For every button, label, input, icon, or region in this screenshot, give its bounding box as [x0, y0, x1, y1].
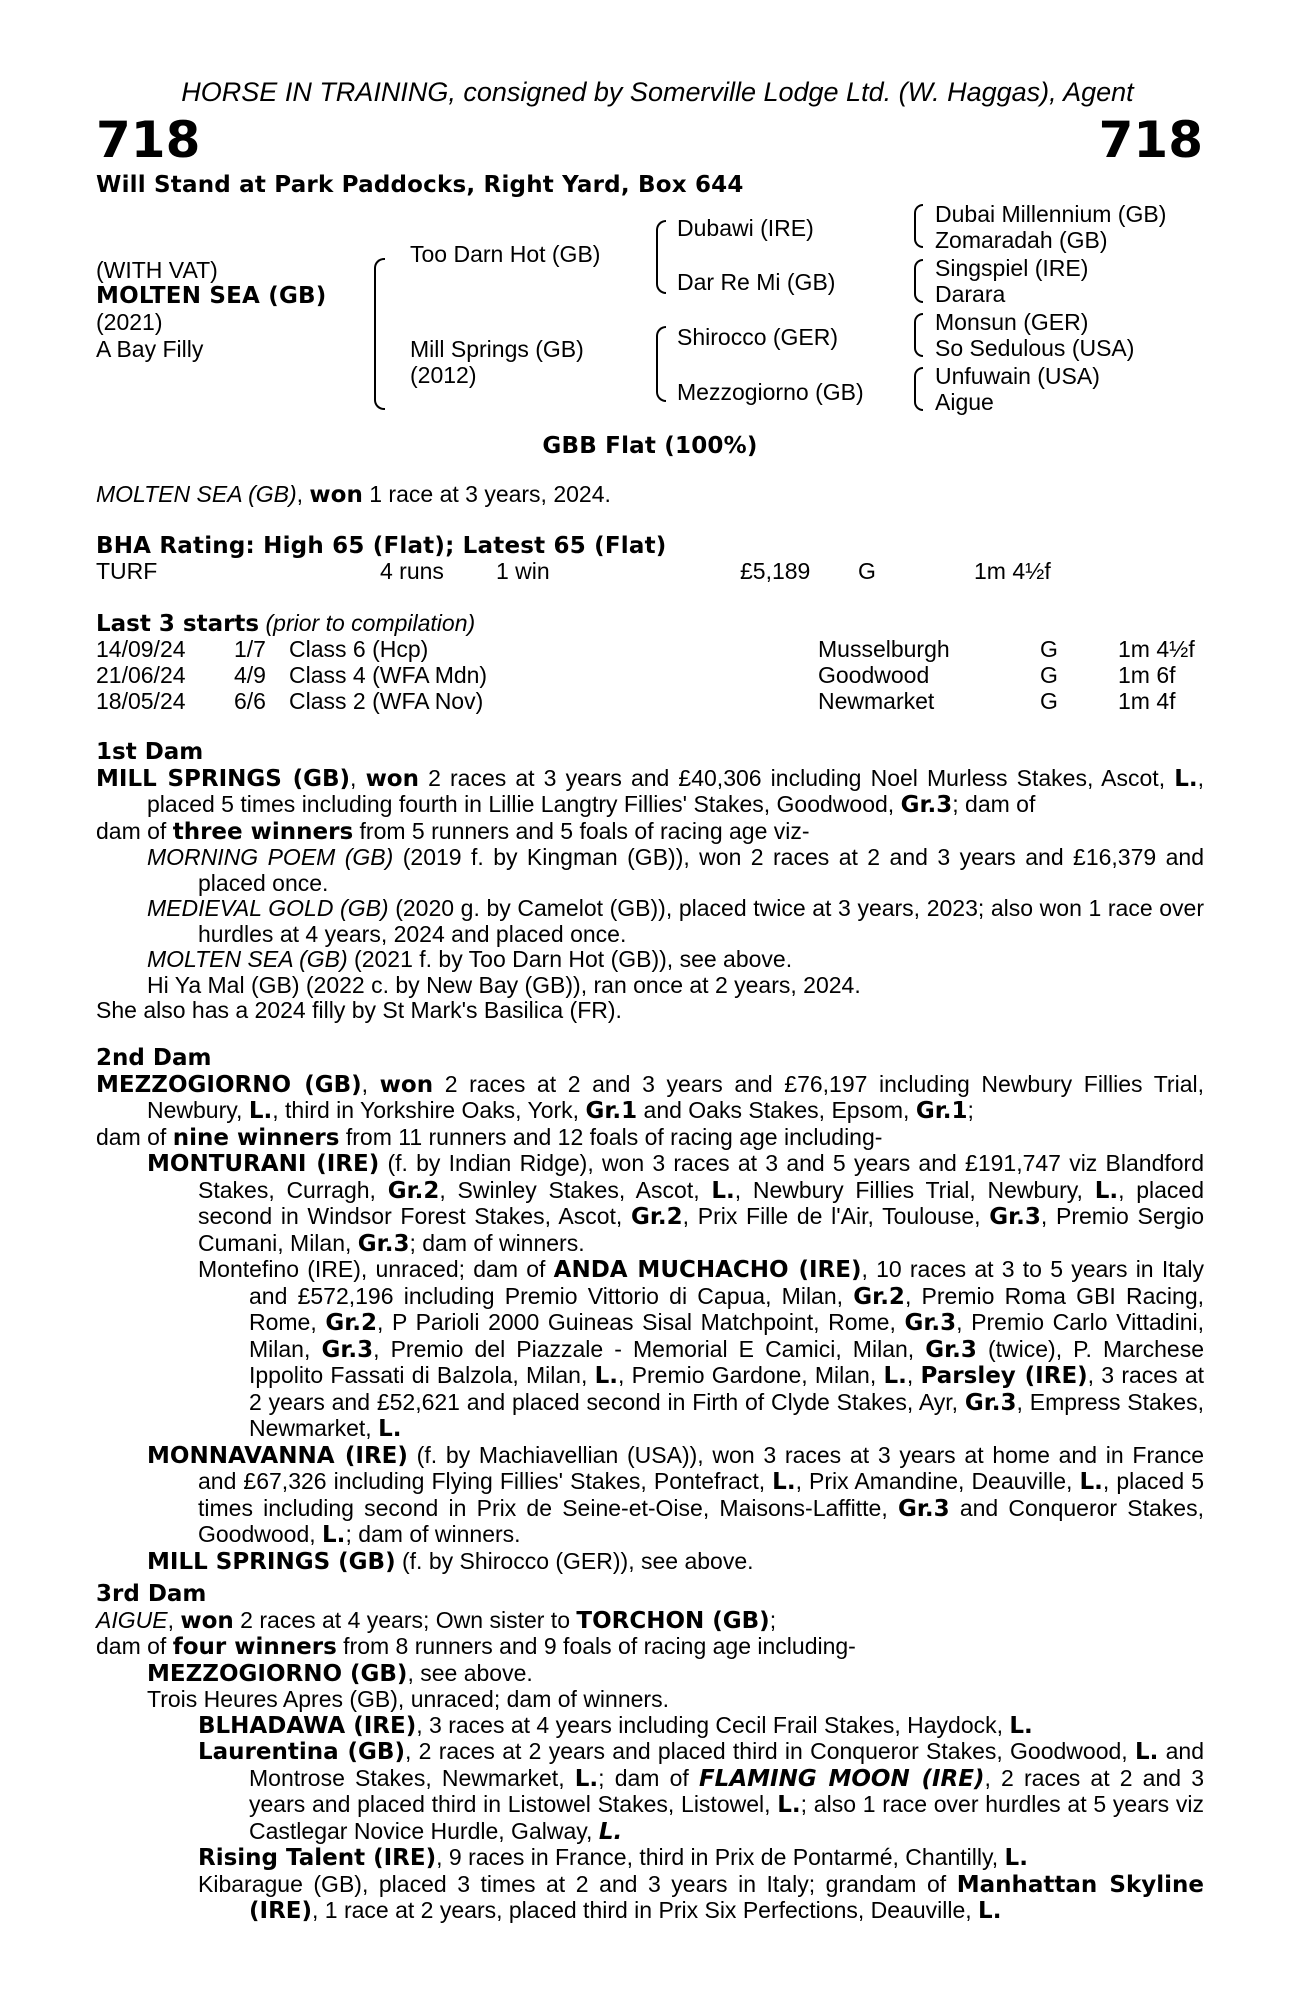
lot-number-right: 718 — [1098, 111, 1203, 169]
group-mark: Gr.3 — [897, 1495, 950, 1522]
rating-surface: TURF — [96, 558, 158, 584]
first-dam-section — [96, 740, 1204, 1024]
produce-text: , Premio Carlo Vittadini, Milan, — [249, 1309, 1204, 1362]
produce-text: , Premio Roma GBI Racing, Rome, — [249, 1282, 1204, 1335]
produce-name: Parsley (IRE) — [920, 1363, 1088, 1389]
group-mark: Gr.2 — [853, 1283, 905, 1310]
produce-text: , placed second in Windsor Forest Stakes, Ascot, — [198, 1176, 1205, 1229]
list-item — [198, 1713, 1204, 1740]
horse-description: A Bay Filly — [96, 336, 204, 362]
start-position: 1/7 — [234, 636, 266, 662]
pedigree-gen4-5: Monsun (GER) — [935, 309, 1089, 335]
listed-mark: L. — [1009, 1712, 1033, 1739]
rating-runs: 4 runs — [380, 558, 444, 584]
produce-text: ; dam of winners. — [409, 1229, 585, 1256]
first-dam-produce-intro: dam of three winners from 5 runners and 5 foals of racing age viz- — [96, 817, 810, 845]
start-date: 21/06/24 — [96, 662, 186, 688]
produce-text: , 3 races at 4 years including Cecil Frail Stakes, Haydock, — [416, 1711, 1010, 1738]
pedigree-sire-sire: Dubawi (IRE) — [677, 215, 814, 241]
third-dam-won: won — [180, 1607, 234, 1634]
produce-name: Laurentina (GB) — [198, 1739, 405, 1765]
first-dam-name: MILL SPRINGS (GB) — [96, 765, 351, 792]
produce-text: , placed 5 times including second in Prix de Seine-et-Oise, Maisons-Laffitte, — [198, 1468, 1204, 1521]
start-going: G — [1040, 636, 1058, 662]
first-dam-paragraph: MILL SPRINGS (GB), won 2 races at 3 years and £40,306 including Noel Murless Stakes, Ascot, L., placed 5 times including fourth in Lillie Langtry Fillies' Stakes, Goodwood, Gr.3; dam of — [96, 764, 1204, 818]
listed-mark: L. — [978, 1898, 1002, 1924]
group-mark: Gr.2 — [630, 1204, 683, 1230]
rating-prize: £5,189 — [740, 558, 811, 584]
stand-location: Will Stand at Park Paddocks, Right Yard, Box 644 — [96, 172, 744, 198]
second-dam-paragraph: MEZZOGIORNO (GB), won 2 races at 2 and 3 years and £76,197 including Newbury Fillies Trial, Newbury, L., third in Yorkshire Oaks, York, Gr.1 and Oaks Stakes, Epsom, Gr.1; — [96, 1070, 1204, 1124]
pedigree-dam: Mill Springs (GB) — [410, 336, 584, 362]
pedigree-gen4-7: Unfuwain (USA) — [935, 363, 1100, 389]
produce-name: BLHADAWA (IRE) — [198, 1712, 417, 1739]
first-dam-text-3: ; dam of — [952, 791, 1036, 817]
pedigree-gen4-6: So Sedulous (USA) — [935, 335, 1135, 361]
list-item: Hi Ya Mal (GB) (2022 c. by New Bay (GB)), ran once at 2 years, 2024. — [147, 971, 861, 998]
second-dam-text-5: dam of — [96, 1123, 173, 1150]
third-dam-name: AIGUE — [96, 1606, 168, 1633]
start-course: Newmarket — [818, 688, 935, 714]
second-dam-text-4: ; — [967, 1097, 974, 1123]
third-dam-text-3: dam of — [96, 1633, 173, 1659]
start-course: Goodwood — [818, 662, 930, 688]
second-dam-title: 2nd Dam — [96, 1045, 212, 1071]
third-dam-section — [96, 1582, 1204, 1925]
produce-text: , Premio Sergio Cumani, Milan, — [198, 1203, 1204, 1256]
vat-note: (WITH VAT) — [96, 257, 218, 283]
produce-text: , Newbury Fillies Trial, Newbury, — [734, 1176, 1095, 1203]
list-item — [147, 1151, 1204, 1257]
produce-text: (2021 f. by Too Darn Hot (GB)), see above. — [347, 946, 793, 972]
produce-text: , Premio Gardone, Milan, — [618, 1362, 884, 1388]
list-item — [147, 1549, 1204, 1576]
race-summary — [96, 482, 611, 509]
summary-text: 1 race at 3 years, 2024. — [362, 481, 611, 507]
produce-text: ; dam of winners. — [345, 1521, 521, 1547]
second-dam-section — [96, 1046, 1204, 1575]
listed-mark: L. — [1004, 1845, 1028, 1871]
list-item: Trois Heures Apres (GB), unraced; dam of winners. — [147, 1686, 669, 1712]
pedigree-sire: Too Darn Hot (GB) — [410, 241, 601, 267]
second-dam-name: MEZZOGIORNO (GB) — [96, 1071, 362, 1098]
produce-text: (f. by Machiavellian (USA)), won 3 races at 3 years at home and in France and £67,326 including Flying Fillies' Stakes, Pontefract, — [198, 1441, 1205, 1494]
pedigree-brace-7 — [914, 367, 923, 411]
listed-mark: L. — [883, 1363, 907, 1389]
start-class: Class 4 (WFA Mdn) — [289, 662, 488, 688]
last-starts-note: (prior to compilation) — [265, 610, 476, 636]
last-starts-title: Last 3 starts — [96, 611, 260, 637]
listed-mark: L. — [1079, 1469, 1103, 1495]
produce-text: Kibarague (GB), placed 3 times at 2 and 3 years in Italy; grandam of — [198, 1870, 957, 1897]
first-dam-title: 1st Dam — [96, 739, 204, 765]
list-item — [198, 1257, 1204, 1443]
start-date: 18/05/24 — [96, 688, 186, 714]
produce-text: (f. by Indian Ridge), won 3 races at 3 and 5 years and £191,747 viz Blandford Stakes, Curragh, — [198, 1150, 1204, 1203]
start-distance: 1m 4f — [1118, 688, 1176, 714]
second-dam-produce-intro — [96, 1125, 1204, 1152]
produce-name: ANDA MUCHACHO (IRE) — [553, 1257, 862, 1283]
group-mark: Gr.3 — [964, 1389, 1017, 1416]
produce-text: , 2 races at 2 years and placed third in Conqueror Stakes, Goodwood, — [404, 1738, 1135, 1764]
pedigree-gen4-8: Aigue — [935, 389, 994, 415]
third-dam-four-winners: four winners — [172, 1634, 337, 1660]
produce-text: , Swinley Stakes, Ascot, — [439, 1176, 712, 1203]
start-going: G — [1040, 688, 1058, 714]
produce-name: FLAMING MOON (IRE) — [698, 1765, 985, 1792]
rating-wins: 1 win — [496, 558, 550, 584]
listed-mark: L. — [594, 1363, 619, 1389]
produce-text: (f. by Shirocco (GER)), see above. — [395, 1547, 754, 1574]
produce-text: and Conqueror Stakes, Goodwood, — [198, 1494, 1204, 1547]
produce-text: , 10 races at 3 to 5 years in Italy and £572,196 including Premio Vittorio di Capua, Milan, — [249, 1256, 1205, 1309]
produce-name: MEDIEVAL GOLD (GB) — [147, 895, 389, 921]
pedigree-dam-dam: Mezzogiorno (GB) — [677, 379, 864, 405]
pedigree-sire-dam: Dar Re Mi (GB) — [677, 269, 836, 295]
start-class: Class 6 (Hcp) — [289, 636, 429, 662]
produce-text: , 2 races at 2 and 3 years and placed third in Listowel Stakes, Listowel, — [249, 1764, 1205, 1817]
group-mark: Gr.3 — [925, 1336, 977, 1363]
second-dam-text-1: 2 races at 2 and 3 years and £76,197 including Newbury Fillies Trial, Newbury, — [147, 1070, 1204, 1123]
listed-mark: L. — [777, 1792, 801, 1818]
start-going: G — [1040, 662, 1058, 688]
rating-going: G — [858, 558, 876, 584]
consignment-line: HORSE IN TRAINING, consigned by Somerville Lodge Ltd. (W. Haggas), Agent — [181, 77, 1134, 107]
produce-name: Rising Talent (IRE) — [198, 1845, 437, 1871]
start-distance: 1m 4½f — [1118, 636, 1195, 662]
group-mark: Gr.1 — [585, 1098, 638, 1124]
listed-mark: L. — [378, 1416, 402, 1442]
start-position: 4/9 — [234, 662, 266, 688]
pedigree-gen4-3: Singspiel (IRE) — [935, 255, 1089, 281]
list-item — [198, 1845, 1204, 1872]
pedigree-dam-year: (2012) — [410, 362, 477, 388]
produce-name: MEZZOGIORNO (GB) — [147, 1660, 408, 1687]
start-date: 14/09/24 — [96, 636, 186, 662]
produce-name: MORNING POEM (GB) — [147, 844, 394, 870]
first-dam-text-4: from 5 runners and 5 foals of racing age viz- — [353, 817, 810, 844]
second-dam-won: won — [379, 1071, 434, 1098]
summary-won: won — [309, 482, 363, 508]
gbb-flat: GBB Flat (100%) — [542, 433, 758, 459]
listed-mark: L. — [1094, 1177, 1119, 1204]
pedigree-dam-sire: Shirocco (GER) — [677, 324, 839, 350]
produce-name: Manhattan Skyline (IRE) — [249, 1871, 1204, 1924]
list-item — [147, 947, 1204, 973]
group-mark: Gr.3 — [900, 792, 953, 818]
pedigree-gen4-1: Dubai Millennium (GB) — [935, 201, 1167, 227]
third-dam-produce-intro — [96, 1634, 1204, 1661]
listed-mark: L. — [574, 1765, 599, 1792]
second-dam-nine-winners: nine winners — [172, 1124, 340, 1151]
produce-text: , Prix Fille de l'Air, Toulouse, — [682, 1203, 990, 1229]
pedigree-brace-6 — [914, 313, 923, 357]
list-item — [198, 1739, 1204, 1845]
start-class: Class 2 (WFA Nov) — [289, 688, 484, 714]
third-dam-paragraph: AIGUE, won 2 races at 4 years; Own sister to TORCHON (GB); — [96, 1606, 777, 1634]
produce-name: MONNAVANNA (IRE) — [147, 1442, 408, 1469]
third-dam-title: 3rd Dam — [96, 1581, 207, 1607]
group-mark: Gr.2 — [325, 1310, 378, 1336]
summary-horse-name: MOLTEN SEA (GB) — [96, 481, 297, 507]
produce-text: and Montrose Stakes, Newmarket, — [249, 1738, 1204, 1791]
first-dam-three-winners: three winners — [172, 818, 354, 845]
group-mark: Gr.1 — [915, 1098, 968, 1124]
produce-name: MILL SPRINGS (GB) — [147, 1548, 396, 1575]
third-dam-text-2: ; — [769, 1606, 777, 1633]
third-dam-torchon: TORCHON (GB) — [576, 1607, 770, 1634]
third-dam-text-1: 2 races at 4 years; Own sister to — [233, 1606, 577, 1633]
pedigree-gen4-2: Zomaradah (GB) — [935, 227, 1108, 253]
bha-rating: BHA Rating: High 65 (Flat); Latest 65 (Flat) — [96, 533, 667, 559]
group-mark: Gr.3 — [904, 1310, 957, 1336]
rating-distance: 1m 4½f — [974, 558, 1051, 584]
horse-year: (2021) — [96, 309, 163, 335]
last-starts-heading — [96, 611, 475, 638]
first-dam-won: won — [365, 765, 419, 792]
pedigree-brace-2 — [656, 220, 666, 294]
produce-text: (2020 g. by Camelot (GB)), placed twice at 3 years, 2023; also won 1 race over hurdles at 4 years, 2024 and placed once. — [198, 895, 1204, 947]
pedigree-brace-5 — [914, 259, 923, 303]
first-dam-text-1: 2 races at 3 years and £40,306 including Noel Murless Stakes, Ascot, — [419, 764, 1175, 791]
group-mark: Gr.2 — [387, 1177, 440, 1204]
produce-text: , Prix Amandine, Deauville, — [795, 1468, 1080, 1494]
produce-name: MOLTEN SEA (GB) — [147, 946, 348, 972]
produce-text: , 1 race at 2 years, placed third in Prix Six Perfections, Deauville, — [312, 1897, 979, 1923]
pedigree-brace-3 — [656, 326, 666, 402]
first-dam-also: She also has a 2024 filly by St Mark's Basilica (FR). — [96, 997, 622, 1023]
listed-mark: L. — [322, 1522, 346, 1548]
produce-text: ; dam of — [598, 1764, 699, 1791]
second-dam-text-2: , third in Yorkshire Oaks, York, — [272, 1097, 586, 1123]
produce-text: Montefino (IRE), unraced; dam of — [198, 1256, 554, 1282]
list-item — [198, 1872, 1204, 1925]
group-mark: Gr.3 — [357, 1230, 410, 1257]
horse-name: MOLTEN SEA (GB) — [96, 283, 327, 309]
produce-text: , Premio del Piazzale - Memorial E Camici, Milan, — [373, 1335, 926, 1362]
list-item — [147, 845, 1204, 896]
produce-text: , P Parioli 2000 Guineas Sisal Matchpoint, Rome, — [377, 1309, 905, 1335]
listed-mark: L. — [711, 1177, 735, 1204]
list-item — [147, 1661, 1204, 1688]
produce-text: , 9 races in France, third in Prix de Pontarmé, Chantilly, — [436, 1844, 1005, 1870]
lot-number-left: 718 — [96, 111, 201, 169]
listed-mark: L. — [1174, 765, 1198, 792]
produce-text: (twice), P. Marchese Ippolito Fassati di Balzola, Milan, — [249, 1335, 1204, 1388]
listed-mark: L. — [248, 1098, 273, 1124]
produce-name: MONTURANI (IRE) — [147, 1151, 380, 1177]
third-dam-text-4: from 8 runners and 9 foals of racing age including- — [336, 1633, 856, 1659]
pedigree-brace-4 — [914, 204, 923, 248]
summary-comma: , — [296, 481, 310, 507]
start-course: Musselburgh — [818, 636, 950, 662]
listed-mark: L. — [772, 1469, 796, 1495]
produce-text: , see above. — [407, 1659, 533, 1686]
pedigree-brace-1 — [374, 258, 385, 410]
produce-text: , — [906, 1362, 921, 1388]
start-distance: 1m 6f — [1118, 662, 1176, 688]
produce-text: ; also 1 race over hurdles at 5 years viz Castlegar Novice Hurdle, Galway, — [249, 1791, 1204, 1844]
group-mark: Gr.3 — [989, 1204, 1041, 1230]
produce-text: (2019 f. by Kingman (GB)), won 2 races at 2 and 3 years and £16,379 and placed once. — [198, 844, 1204, 896]
first-dam-text-2: , placed 5 times including fourth in Lillie Langtry Fillies' Stakes, Goodwood, — [147, 764, 1204, 817]
listed-mark: L. — [598, 1818, 623, 1845]
list-item — [147, 896, 1204, 947]
pedigree-gen4-4: Darara — [935, 281, 1006, 307]
second-dam-text-6: from 11 runners and 12 foals of racing age including- — [339, 1123, 883, 1150]
group-mark: Gr.3 — [321, 1336, 374, 1363]
produce-text: , 3 races at 2 years and £52,621 and placed second in Firth of Clyde Stakes, Ayr, — [249, 1362, 1205, 1415]
second-dam-text-3: and Oaks Stakes, Epsom, — [637, 1097, 916, 1123]
produce-text: , Empress Stakes, Newmarket, — [249, 1388, 1204, 1441]
listed-mark: L. — [1134, 1739, 1159, 1765]
list-item — [147, 1443, 1204, 1549]
start-position: 6/6 — [234, 688, 266, 714]
